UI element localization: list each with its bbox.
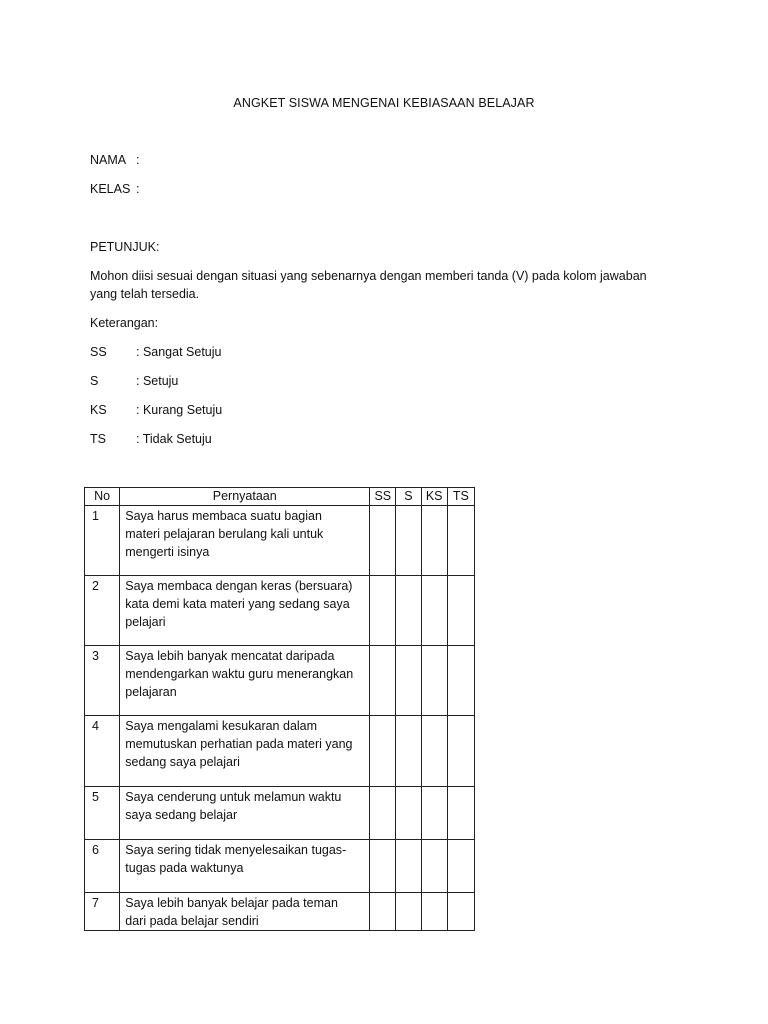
table-row [85,646,475,716]
row-statement: Saya cenderung untuk melamun waktu saya sedang belajar [120,787,370,840]
row-statement: Saya mengalami kesukaran dalam memutuskan perhatian pada materi yang sedang saya pelajari [120,716,370,787]
row-statement: Saya sering tidak menyelesaikan tugas-tugas pada waktunya [120,840,370,893]
legend-item [90,372,178,390]
row-statement: Saya lebih banyak belajar pada teman dari pada belajar sendiri [120,893,370,931]
row-number: 4 [85,716,120,787]
row-number: 7 [85,893,120,931]
row-statement: Saya lebih banyak mencatat daripada mendengarkan waktu guru menerangkan pelajaran [120,646,370,716]
answer-cell-ss[interactable] [370,840,396,893]
answer-cell-ks[interactable] [421,716,447,787]
row-number: 1 [85,506,120,576]
answer-cell-ks[interactable] [421,787,447,840]
answer-cell-ks[interactable] [421,840,447,893]
answer-cell-ts[interactable] [447,893,474,931]
answer-cell-s[interactable] [396,576,421,646]
kelas-label: KELAS [90,182,131,196]
legend-item [90,401,222,419]
legend-item [90,343,221,361]
instruction-text: Mohon diisi sesuai dengan situasi yang sebenarnya dengan memberi tanda (V) pada kolom jawaban yang telah tersedia. [90,269,647,301]
table-row [85,893,475,931]
legend-desc: : Setuju [136,374,179,388]
answer-cell-ks[interactable] [421,646,447,716]
legend-desc: : Tidak Setuju [136,432,212,446]
questionnaire-table [84,487,475,931]
legend-item [90,430,212,448]
answer-cell-ss[interactable] [370,506,396,576]
answer-cell-ks[interactable] [421,576,447,646]
answer-cell-s[interactable] [396,716,421,787]
nama-separator: : [136,153,140,167]
answer-cell-s[interactable] [396,840,421,893]
legend-desc: : Kurang Setuju [136,403,223,417]
answer-cell-ts[interactable] [447,787,474,840]
table-row [85,787,475,840]
legend-code: TS [90,432,106,446]
legend-desc: : Sangat Setuju [136,345,222,359]
header-pernyataan: Pernyataan [120,488,370,506]
answer-cell-ks[interactable] [421,506,447,576]
document-title: ANGKET SISWA MENGENAI KEBIASAAN BELAJAR [233,96,535,110]
answer-cell-ts[interactable] [447,646,474,716]
header-ss: SS [370,488,396,506]
keterangan-heading: Keterangan: [90,316,159,330]
answer-cell-ks[interactable] [421,893,447,931]
answer-cell-ss[interactable] [370,646,396,716]
kelas-field [90,180,139,198]
row-number: 5 [85,787,120,840]
answer-cell-ts[interactable] [447,840,474,893]
header-ts: TS [447,488,474,506]
answer-cell-s[interactable] [396,893,421,931]
kelas-separator: : [136,182,140,196]
header-no: No [85,488,120,506]
legend-code: KS [90,403,107,417]
table-row [85,576,475,646]
answer-cell-ts[interactable] [447,576,474,646]
legend-code: SS [90,345,107,359]
row-number: 2 [85,576,120,646]
answer-cell-s[interactable] [396,787,421,840]
header-s: S [396,488,421,506]
answer-cell-ss[interactable] [370,893,396,931]
row-statement: Saya membaca dengan keras (bersuara) kata demi kata materi yang sedang saya pelajari [120,576,370,646]
table-row [85,716,475,787]
header-ks: KS [421,488,447,506]
table-row [85,840,475,893]
legend-code: S [90,374,99,388]
answer-cell-s[interactable] [396,646,421,716]
row-statement: Saya harus membaca suatu bagian materi pelajaran berulang kali untuk mengerti isinya [120,506,370,576]
answer-cell-ss[interactable] [370,716,396,787]
row-number: 6 [85,840,120,893]
answer-cell-ss[interactable] [370,576,396,646]
table-header-row [85,488,475,506]
answer-cell-ts[interactable] [447,506,474,576]
table-row [85,506,475,576]
nama-field [90,151,139,169]
nama-label: NAMA [90,153,127,167]
answer-cell-s[interactable] [396,506,421,576]
petunjuk-heading: PETUNJUK: [90,240,160,254]
answer-cell-ts[interactable] [447,716,474,787]
answer-cell-ss[interactable] [370,787,396,840]
row-number: 3 [85,646,120,716]
